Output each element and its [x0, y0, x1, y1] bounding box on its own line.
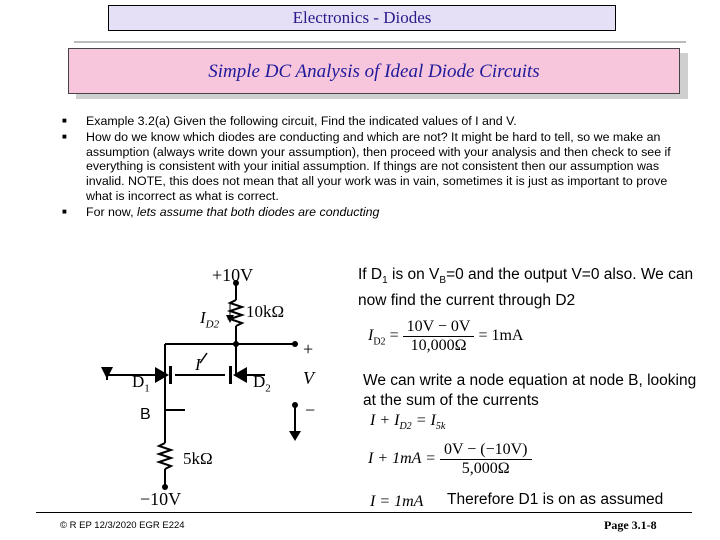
resistor-10k [230, 300, 242, 326]
analysis-paragraph-1: If $D_1$ is on $V_B=0$ and the output V=0 also. We can now find the current through D2 [358, 266, 694, 310]
diode-d1-bar [169, 366, 172, 384]
ground-icon [101, 367, 113, 379]
equation-4: I = 1mA [370, 493, 424, 510]
bullet-marker-icon: ■ [62, 206, 67, 216]
subject-header: Electronics - Diodes [108, 5, 616, 31]
d1-label: $D_1$ [132, 372, 150, 395]
bullet-item [62, 114, 682, 129]
ground-icon [289, 431, 301, 441]
minus-label: − [305, 400, 316, 420]
bullet-marker-icon: ■ [62, 131, 67, 141]
d2-label: $D_2$ [253, 372, 271, 395]
output-terminal-minus [292, 402, 298, 408]
i-label: I [195, 355, 201, 374]
v-label: V [303, 368, 314, 388]
vminus-label: −10V [140, 489, 182, 509]
diode-d2-bar [229, 366, 232, 384]
footer-divider [36, 512, 692, 513]
bullet-marker-icon: ■ [62, 116, 67, 125]
equation-3: I + 1mA = $\frac{0V - (-10V)}{5,000\Omega}$ [368, 441, 532, 478]
node-a [233, 341, 239, 347]
bullet-text-italic: lets assume that both diodes are conducting [136, 204, 380, 219]
equation-3-fraction: $\frac{0V - (-10V)}{5,000\Omega}$ [440, 441, 532, 478]
equation-2: $I + I_{D2} = I_{5k}$ [370, 412, 446, 433]
slide-title: Simple DC Analysis of Ideal Diode Circuits [68, 48, 680, 94]
bullet-list [62, 114, 682, 221]
vplus-label: +10V [212, 265, 254, 285]
title-decor-line [74, 41, 686, 45]
bullet-text: How do we know which diodes are conducting and which are not? It might be hard to tell, so we make an assumption (always write down your assumption), then proceed with your analysis and then check to see if everything is consistent with your initial assumption. If things are not consistent then our assumption was invalid. NOTE, this does not mean that all your work was in vain, sometimes it is just as important to prove what is incorrect as what is correct. [86, 129, 671, 203]
node-b-label: B [140, 406, 151, 423]
bullet-item [62, 205, 682, 220]
page-number: Page 3.1-8 [604, 518, 657, 532]
r1-label: 10kΩ [246, 302, 285, 321]
equation-1-fraction: $\frac{10V - 0V}{10,000\Omega}$ [403, 318, 475, 355]
analysis-paragraph-2: We can write a node equation at node B, looking at the sum of the currents [363, 372, 697, 409]
output-terminal-plus [292, 341, 298, 347]
diode-d1-icon [155, 367, 169, 383]
footer-left: © R EP 12/3/2020 EGR E224 [60, 520, 185, 531]
bullet-item [62, 130, 682, 204]
equation-1: $I_{D2}$ = $\frac{10V - 0V}{10,000\Omega}$ = 1mA [368, 318, 524, 354]
current-arrow-i [200, 353, 207, 363]
bullet-text: Example 3.2(a) Given the following circuit, Find the indicated values of I and V. [86, 114, 517, 128]
id2-label: $I_{D2}$ [200, 308, 220, 331]
conclusion-text: Therefore D1 is on as assumed [447, 491, 664, 508]
plus-label: + [303, 339, 314, 359]
resistor-5k [159, 443, 171, 469]
r2-label: 5kΩ [183, 449, 213, 468]
bullet-text-plain: For now, [86, 204, 137, 219]
